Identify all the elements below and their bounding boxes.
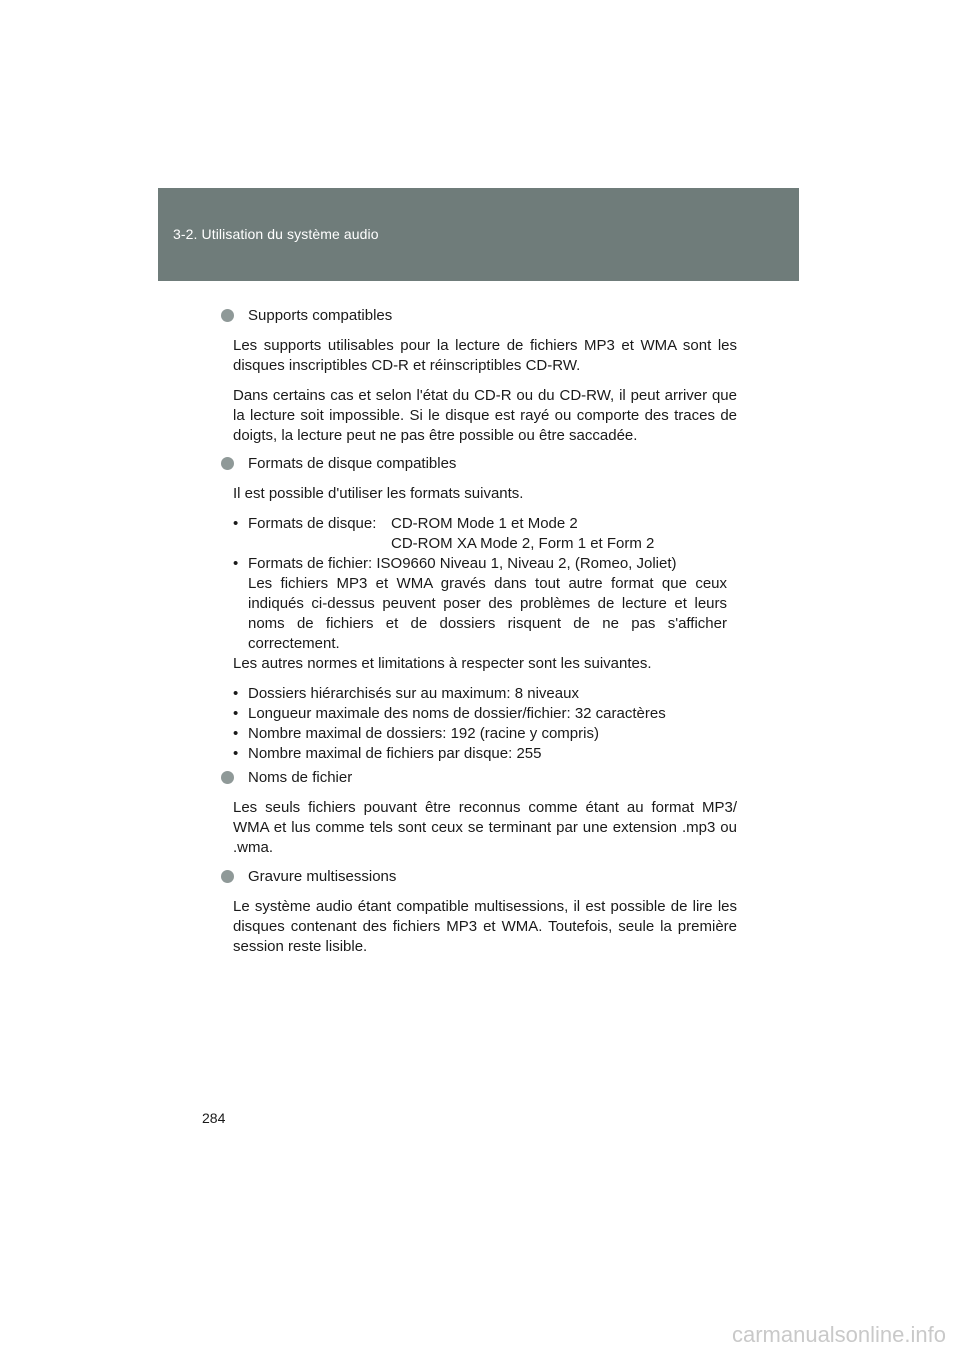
file-format-text: Formats de fichier: ISO9660 Niveau 1, Niveau 2, (Romeo, Joliet) (248, 555, 677, 572)
list-item-text: Longueur maximale des noms de dossier/fichier: 32 caractères (248, 705, 666, 722)
list-item-disc-formats (233, 514, 737, 554)
limits-intro: Les autres normes et limitations à respecter sont les suivantes. (233, 655, 652, 672)
list-item-text: Dossiers hiérarchisés sur au maximum: 8 niveaux (248, 685, 579, 702)
list-item (233, 724, 737, 744)
list-marker: • (233, 705, 239, 722)
bullet-icon (221, 457, 234, 470)
heading-text: Supports compatibles (248, 307, 393, 324)
section-heading (221, 867, 737, 887)
section-heading (221, 454, 737, 474)
page-content (221, 306, 737, 957)
section-title: 3-2. Utilisation du système audio (173, 226, 379, 242)
section-supports (221, 306, 737, 446)
list-marker: • (233, 685, 239, 702)
paragraph: Les supports utilisables pour la lecture de fichiers MP3 et WMA sont les disques inscriptibles CD-R et réinscriptibles CD-RW. (233, 337, 737, 374)
disc-format-label: Formats de disque: (248, 515, 377, 532)
heading-text: Noms de fichier (248, 769, 353, 786)
section-formats (221, 454, 737, 764)
paragraph: Le système audio étant compatible multisessions, il est possible de lire les disques contenant des fichiers MP3 et WMA. Toutefois, seule la première session reste lisible. (233, 898, 737, 955)
watermark: carmanualsonline.info (731, 1322, 946, 1347)
list-item (233, 684, 737, 704)
page-number: 284 (202, 1110, 226, 1126)
list-marker: • (233, 555, 239, 572)
paragraph: Dans certains cas et selon l'état du CD-R ou du CD-RW, il peut arriver que la lecture soit impossible. Si le disque est rayé ou comporte des traces de doigts, la lecture peut ne pas être possible ou être saccadée. (233, 387, 737, 444)
section-heading (221, 306, 737, 326)
bullet-icon (221, 870, 234, 883)
list-item-text: Nombre maximal de fichiers par disque: 255 (248, 745, 542, 762)
list-marker: • (233, 515, 239, 532)
list-item-file-formats (233, 554, 737, 574)
list-item (233, 704, 737, 724)
disc-format-value: CD-ROM Mode 1 et Mode 2 (391, 515, 578, 532)
section-heading (221, 768, 737, 788)
bullet-icon (221, 309, 234, 322)
section-multisession (221, 867, 737, 957)
file-format-note: Les fichiers MP3 et WMA gravés dans tout autre format que ceux indiqués ci-dessus peuvent poser des problèmes de lecture et leurs noms de fichiers et de dossiers risquent de ne pas s'afficher correctement. (248, 575, 727, 652)
header-band (158, 188, 799, 281)
disc-format-value: CD-ROM XA Mode 2, Form 1 et Form 2 (391, 535, 655, 552)
list-item (233, 744, 737, 764)
heading-text: Formats de disque compatibles (248, 455, 457, 472)
paragraph: Il est possible d'utiliser les formats suivants. (233, 485, 524, 502)
bullet-icon (221, 771, 234, 784)
section-file-names (221, 768, 737, 858)
list-item-text: Nombre maximal de dossiers: 192 (racine y compris) (248, 725, 599, 742)
list-marker: • (233, 745, 239, 762)
list-marker: • (233, 725, 239, 742)
heading-text: Gravure multisessions (248, 868, 397, 885)
paragraph: Les seuls fichiers pouvant être reconnus comme étant au format MP3/ WMA et lus comme tels sont ceux se terminant par une extension .mp3 ou .wma. (233, 799, 737, 856)
